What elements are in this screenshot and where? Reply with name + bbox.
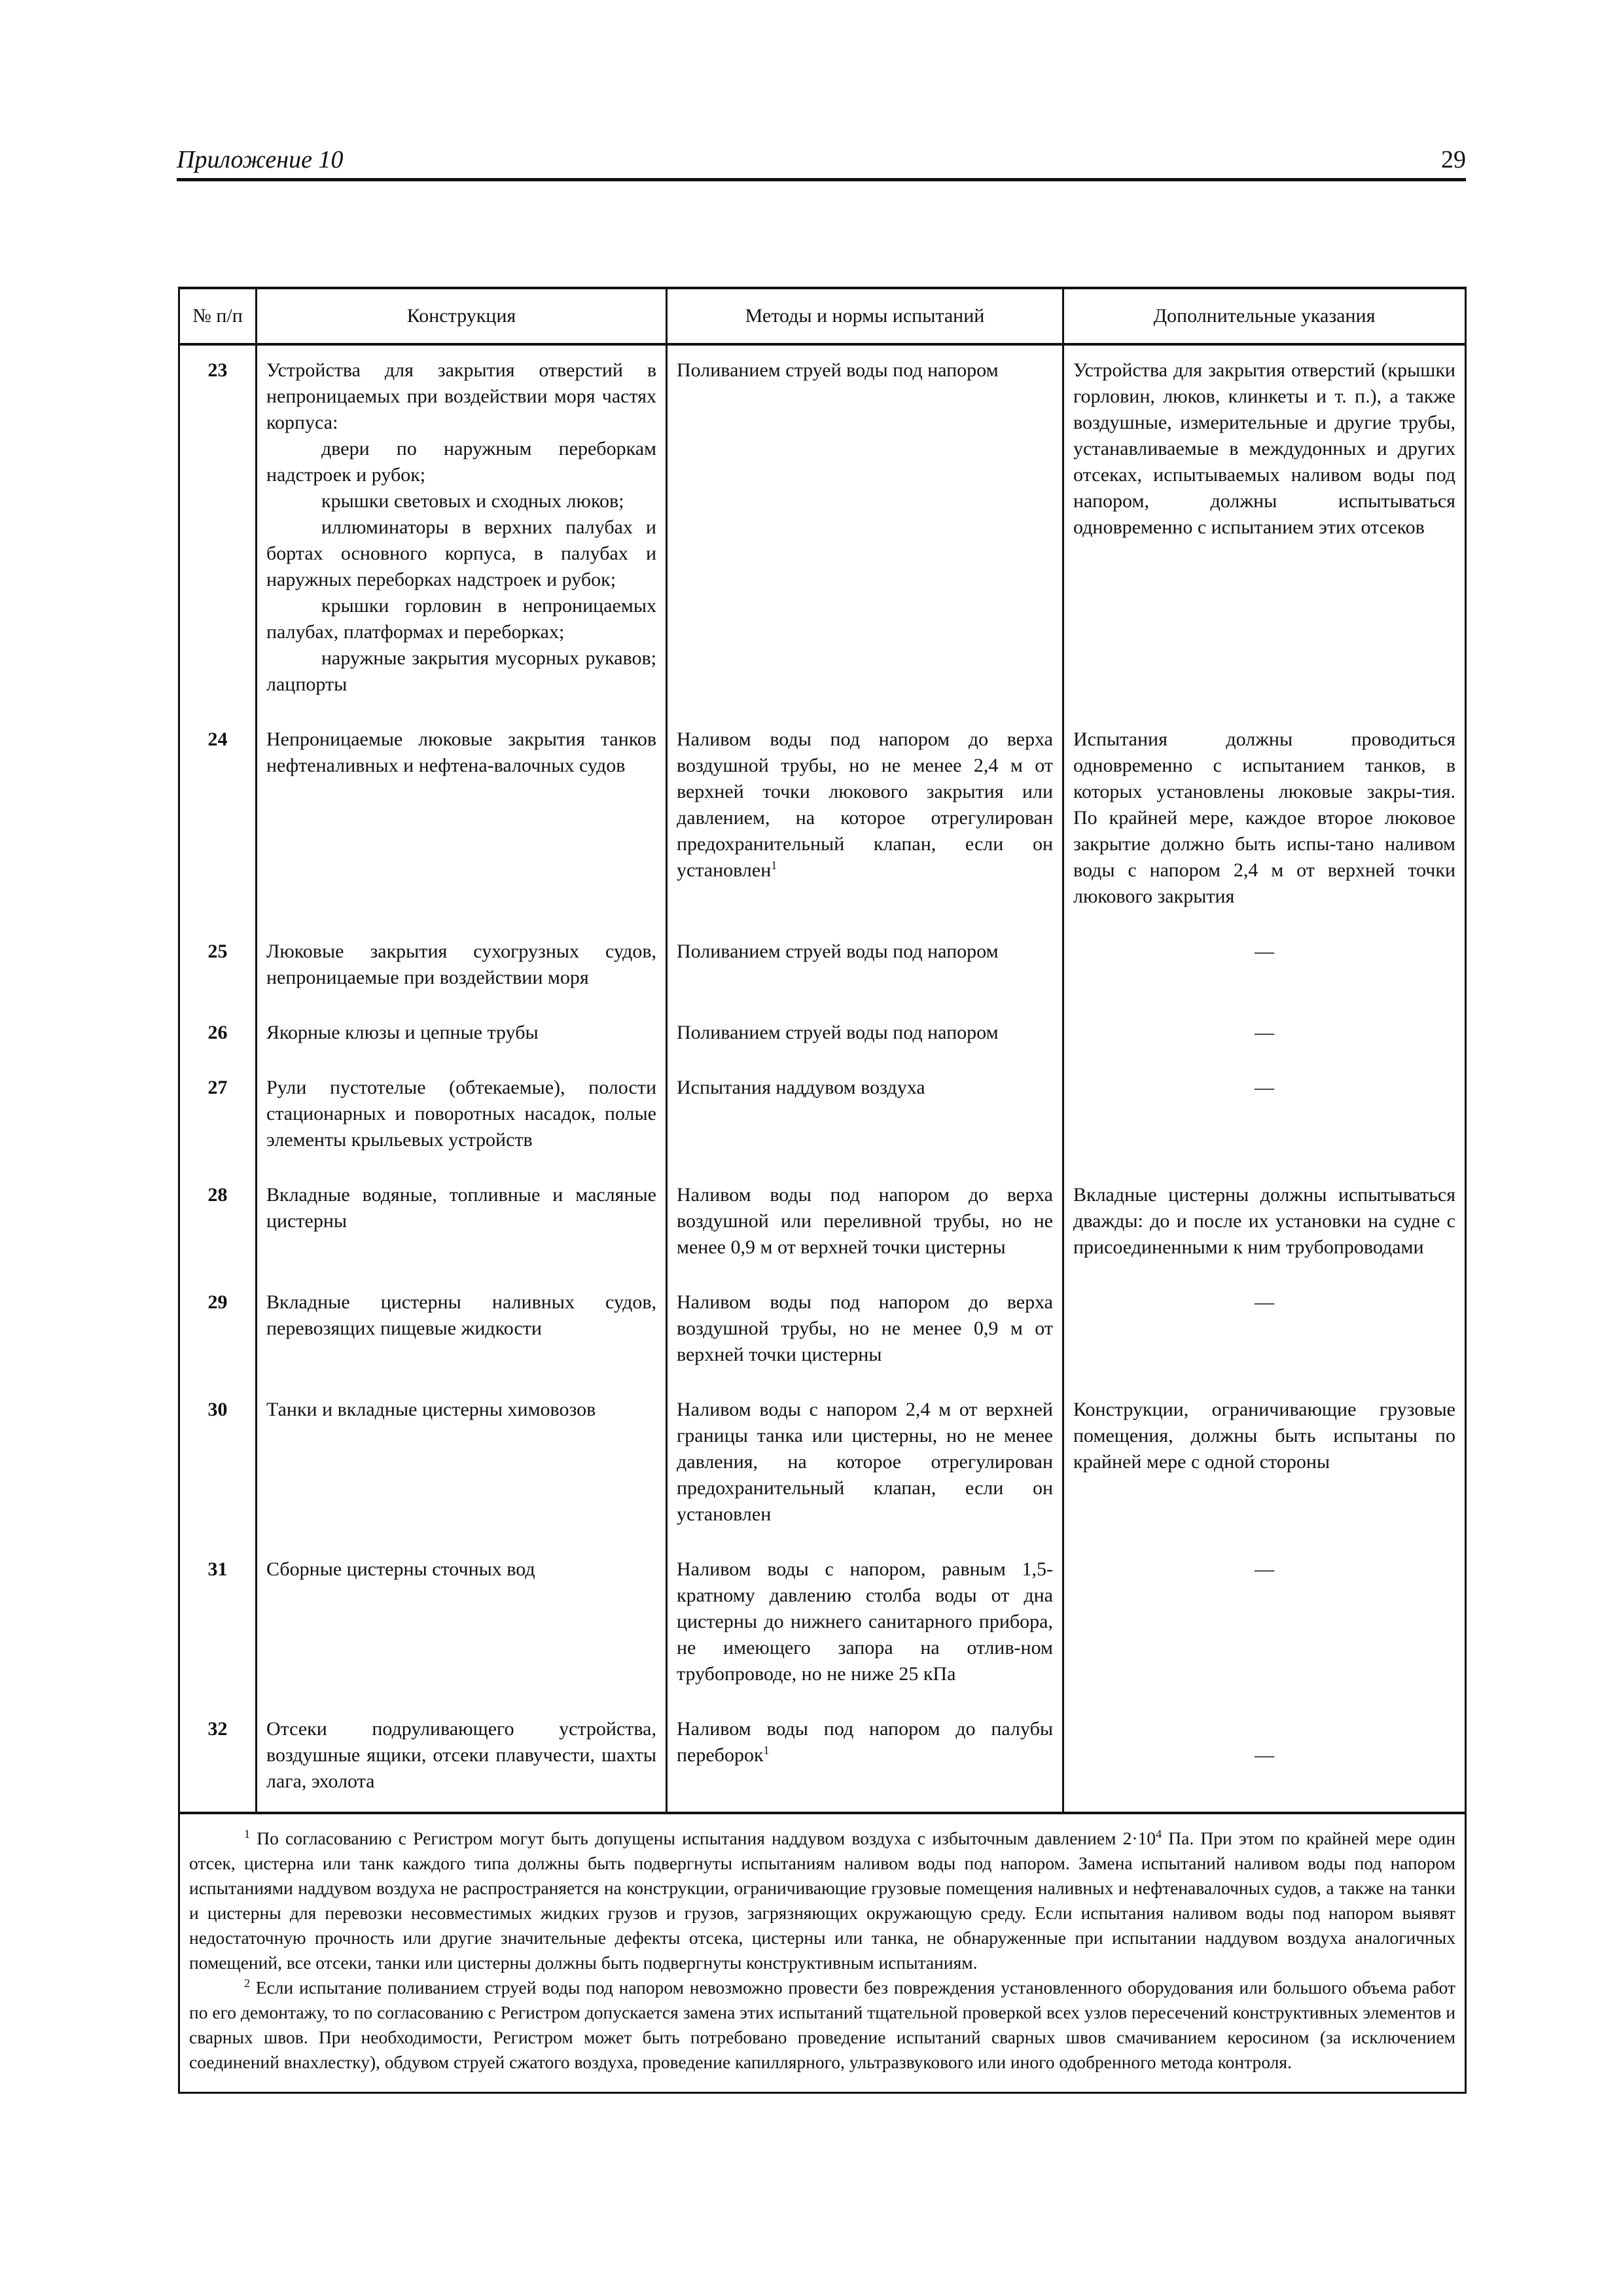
notes-cell: Испытания должны проводиться одновременно с испытанием танков, в которых установлены люковые закры-тия. По крайней мере, каждое второе люковое закрытие должно быть испы-тано наливом воды с напором 2,4 м от верхней точки люкового закрытия [1063,715,1466,927]
row-number: 32 [179,1704,257,1813]
method-cell: Наливом воды под напором до верха воздушной трубы, но не менее 0,9 м от верхней точки цистерны [667,1278,1063,1385]
construction-item: иллюминаторы в верхних палубах и бортах основного корпуса, в палубах и наружных переборках надстроек и рубок; [266,516,656,590]
notes-cell: — [1063,1008,1466,1063]
notes-cell: Конструкции, ограничивающие грузовые помещения, должны быть испытаны по крайней мере с одной стороны [1063,1385,1466,1545]
footnotes-cell [179,1813,1466,2093]
construction-cell: Сборные цистерны сточных вод [257,1545,667,1704]
table-row [179,1063,1466,1170]
construction-cell: Вкладные водяные, топливные и масляные цистерны [257,1170,667,1278]
construction-cell: Непроницаемые люковые закрытия танков нефтеналивных и нефтена-валочных судов [257,715,667,927]
notes-cell: — [1063,1545,1466,1704]
method-cell: Поливанием струей воды под напором [667,927,1063,1008]
row-number: 27 [179,1063,257,1170]
construction-item: крышки световых и сходных люков; [321,490,624,512]
table-row [179,344,1466,715]
notes-cell: — [1063,1704,1466,1813]
construction-cell: Отсеки подруливающего устройства, воздушные ящики, отсеки плавучести, шахты лага, эхолота [257,1704,667,1813]
footnote-exponent: 4 [1156,1827,1162,1840]
method-text: Наливом воды под напором до верха воздушной трубы, но не менее 2,4 м от верхней точки люкового закрытия или давлением, на которое отрегулирован предохранительный клапан, если он установлен [677,728,1053,881]
construction-item: наружные закрытия мусорных рукавов; лацпорты [266,647,656,695]
test-requirements-table [178,287,1467,2094]
construction-cell: Вкладные цистерны наливных судов, перевозящих пищевые жидкости [257,1278,667,1385]
construction-item: двери по наружным переборкам надстроек и рубок; [266,438,656,486]
table-row [179,1385,1466,1545]
running-header [177,145,1466,179]
method-cell: Поливанием струей воды под напором [667,344,1063,715]
row-number: 29 [179,1278,257,1385]
method-cell: Наливом воды с напором, равным 1,5-кратному давлению столба воды от дна цистерны до нижнего санитарного прибора, не имеющего запора на отлив-ном трубопроводе, но не ниже 25 кПа [667,1545,1063,1704]
table-row [179,1545,1466,1704]
method-cell: Поливанием струей воды под напором [667,1008,1063,1063]
header-title: Приложение 10 [177,146,344,173]
row-number: 25 [179,927,257,1008]
method-cell [667,715,1063,927]
table-row [179,1008,1466,1063]
footnote-ref: 1 [771,859,777,872]
construction-item: крышки горловин в непроницаемых палубах, платформах и переборках; [266,595,656,643]
footnote-text: Если испытание поливанием струей воды под напором невозможно провести без повреждения установленного оборудования или большого объема работ по его демонтажу, то по согласованию с Регистром допускается замена этих испытаний тщательной проверкой всех узлов пересечений конструктивных элементов и сварных швов. При необходимости, Регистром может быть потребовано проведение испытаний сварных швов смачиванием керосином (за исключением соединений внахлестку), обдувом струей сжатого воздуха, проведение капиллярного, ультразвукового или иного одобренного метода контроля. [189,1977,1455,2072]
table-row [179,1704,1466,1813]
method-cell [667,1704,1063,1813]
method-cell: Испытания наддувом воздуха [667,1063,1063,1170]
row-number: 28 [179,1170,257,1278]
column-header-number: № п/п [179,288,257,344]
notes-cell: — [1063,927,1466,1008]
row-number: 24 [179,715,257,927]
construction-cell [257,344,667,715]
table-row [179,927,1466,1008]
row-number: 31 [179,1545,257,1704]
column-header-notes: Дополнительные указания [1063,288,1466,344]
table-header-row [179,288,1466,344]
footnote-1 [189,1826,1455,1975]
notes-cell: — [1063,1063,1466,1170]
footnotes-row [179,1813,1466,2093]
row-number: 30 [179,1385,257,1545]
row-number: 23 [179,344,257,715]
table-row [179,715,1466,927]
construction-text: Устройства для закрытия отверстий в непроницаемых при воздействии моря частях корпуса: [266,359,656,433]
page-number: 29 [1441,146,1466,173]
construction-cell: Якорные клюзы и цепные трубы [257,1008,667,1063]
footnote-mark: 1 [244,1827,250,1840]
construction-cell: Танки и вкладные цистерны химовозов [257,1385,667,1545]
notes-cell: — [1063,1278,1466,1385]
footnote-ref: 1 [763,1744,770,1757]
footnote-text: По согласованию с Регистром могут быть допущены испытания наддувом воздуха с избыточным давлением 2·10 [257,1828,1156,1848]
row-number: 26 [179,1008,257,1063]
method-cell: Наливом воды под напором до верха воздушной или переливной трубы, но не менее 0,9 м от верхней точки цистерны [667,1170,1063,1278]
footnote-2 [189,1975,1455,2075]
header-rule [177,178,1466,181]
table-row [179,1278,1466,1385]
footnote-text: Па. При этом по крайней мере один отсек, цистерна или танк каждого типа должны быть подвергнуты испытаниям наливом воды под напором. Замена испытаний наливом воды под напором испытаниями наддувом воздуха не распространяется на конструкции, ограничивающие грузовые помещения наливных и нефтенавалочных судов, а также на танки и цистерны для перевозки несовместимых жидких грузов и грузов, загрязняющих окружающую среду. Если испытания наливом воды под напором выявят недостаточную прочность или другие значительные дефекты отсека, цистерны или танка, не обнаруженные при испытании наддувом воздуха аналогичных помещений, все отсеки, танки или цистерны должны быть подвергнуты конструктивным испытаниям. [189,1828,1455,1973]
table-row [179,1170,1466,1278]
column-header-methods: Методы и нормы испытаний [667,288,1063,344]
footnote-mark: 2 [244,1976,250,1990]
construction-cell: Рули пустотелые (обтекаемые), полости стационарных и поворотных насадок, полые элементы крыльевых устройств [257,1063,667,1170]
notes-cell: Устройства для закрытия отверстий (крышки горловин, люков, клинкеты и т. п.), а также воздушные, измерительные и другие трубы, устанавливаемые в междудонных и других отсеках, испытываемых наливом воды под напором, должны испытываться одновременно с испытанием этих отсеков [1063,344,1466,715]
construction-cell: Люковые закрытия сухогрузных судов, непроницаемые при воздействии моря [257,927,667,1008]
notes-cell: Вкладные цистерны должны испытываться дважды: до и после их установки на судне с присоединенными к ним трубопроводами [1063,1170,1466,1278]
column-header-construction: Конструкция [257,288,667,344]
method-cell: Наливом воды с напором 2,4 м от верхней границы танка или цистерны, но не менее давления, на которое отрегулирован предохранительный клапан, если он установлен [667,1385,1063,1545]
method-text: Наливом воды под напором до палубы переборок [677,1718,1053,1766]
